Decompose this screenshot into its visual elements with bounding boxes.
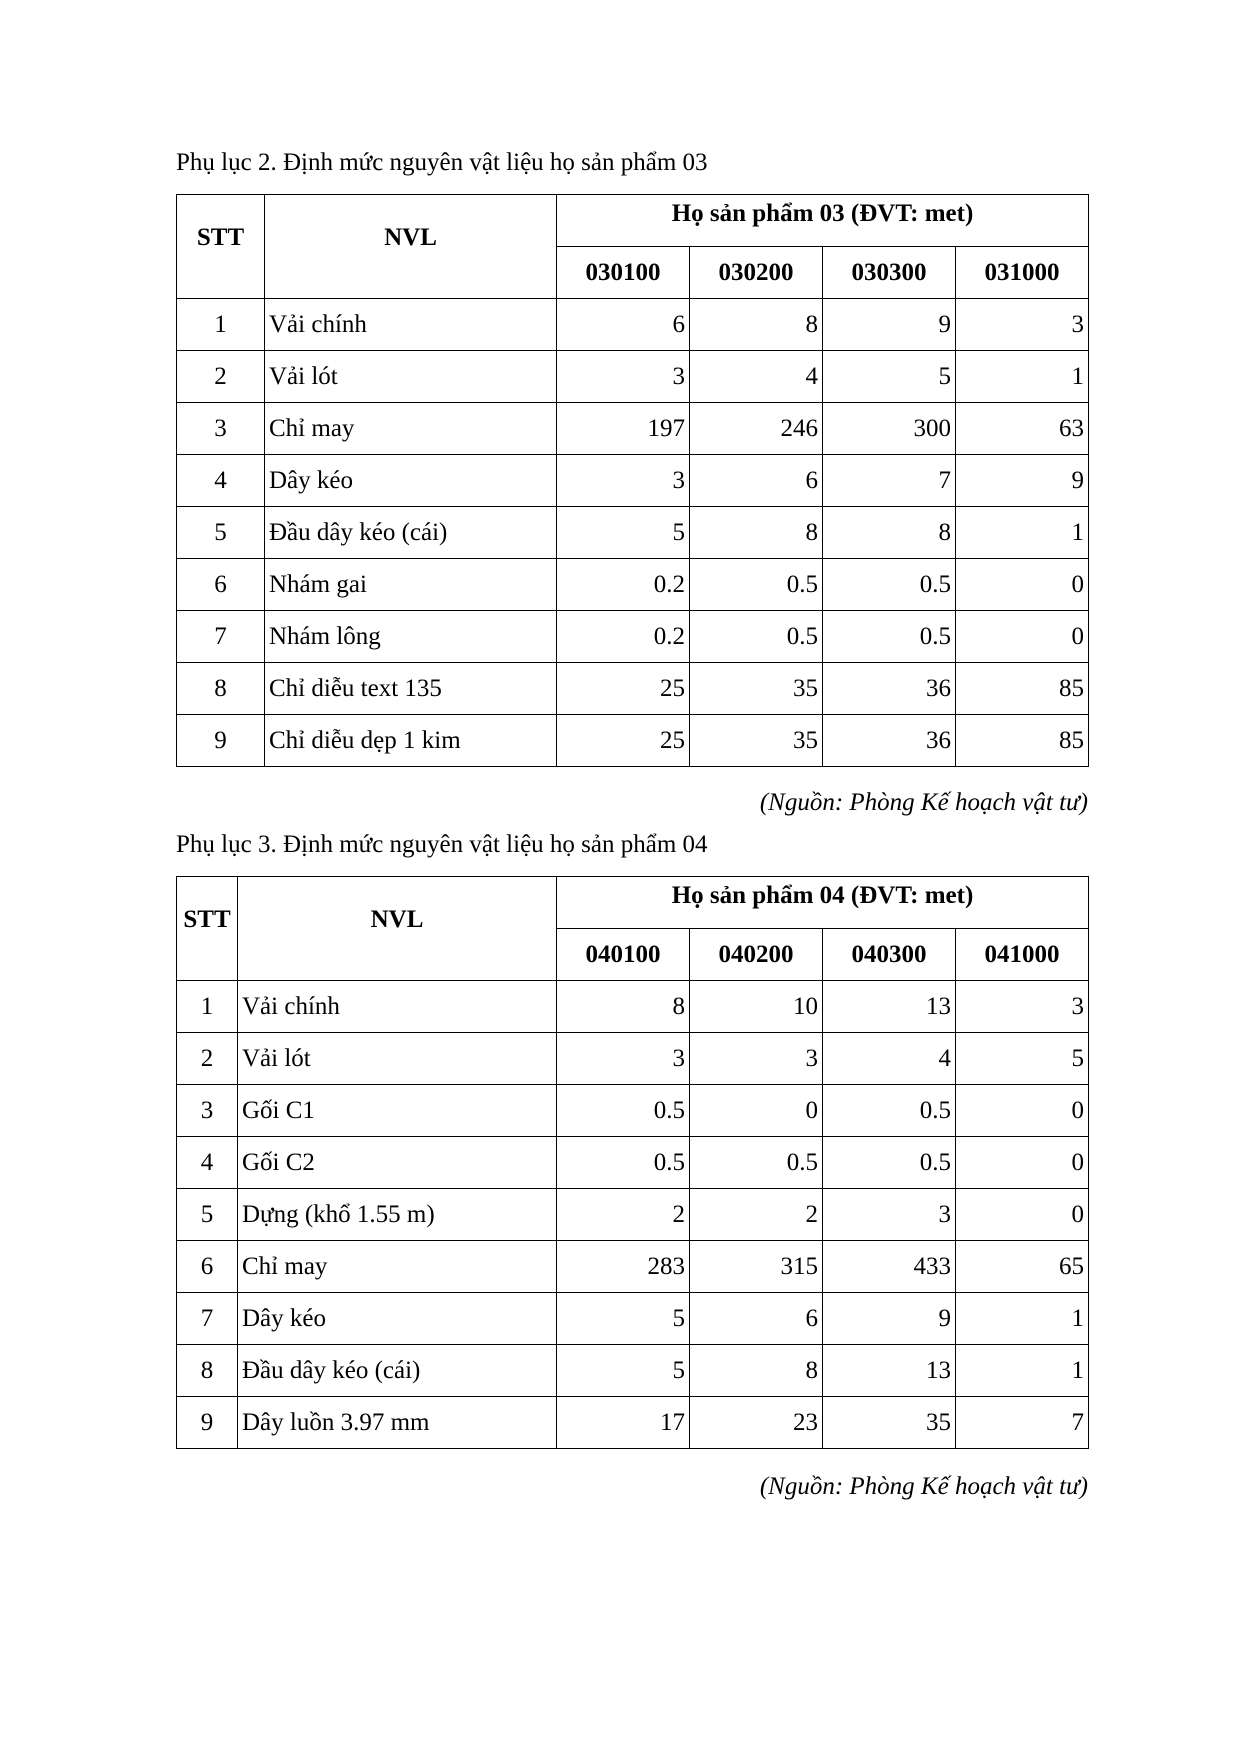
- table-row: [177, 299, 1089, 351]
- row-number-cell: 9: [177, 1397, 238, 1449]
- table-row: [177, 403, 1089, 455]
- quantity-cell: 0: [956, 559, 1089, 611]
- quantity-cell: 197: [557, 403, 690, 455]
- quantity-cell: 3: [557, 351, 690, 403]
- quantity-cell: 0.2: [557, 611, 690, 663]
- table-row: [177, 715, 1089, 767]
- product-code-header: 041000: [956, 929, 1089, 981]
- quantity-cell: 0.5: [823, 559, 956, 611]
- table-row: [177, 351, 1089, 403]
- quantity-cell: 0: [956, 611, 1089, 663]
- material-name-cell: Dây kéo: [265, 455, 557, 507]
- quantity-cell: 246: [690, 403, 823, 455]
- table-row: [177, 507, 1089, 559]
- table-row: [177, 1293, 1089, 1345]
- row-number-cell: 6: [177, 559, 265, 611]
- material-name-cell: Vải lót: [238, 1033, 557, 1085]
- quantity-cell: 0.5: [690, 559, 823, 611]
- quantity-cell: 3: [557, 1033, 690, 1085]
- quantity-cell: 1: [956, 507, 1089, 559]
- quantity-cell: 63: [956, 403, 1089, 455]
- row-number-cell: 5: [177, 1189, 238, 1241]
- quantity-cell: 5: [956, 1033, 1089, 1085]
- product-code-header: 040200: [690, 929, 823, 981]
- quantity-cell: 6: [690, 1293, 823, 1345]
- quantity-cell: 3: [690, 1033, 823, 1085]
- quantity-cell: 35: [690, 663, 823, 715]
- stt-header: STT: [177, 877, 238, 981]
- quantity-cell: 315: [690, 1241, 823, 1293]
- quantity-cell: 8: [690, 1345, 823, 1397]
- quantity-cell: 0: [956, 1137, 1089, 1189]
- quantity-cell: 7: [823, 455, 956, 507]
- product-code-header: 040300: [823, 929, 956, 981]
- quantity-cell: 17: [557, 1397, 690, 1449]
- material-name-cell: Vải chính: [238, 981, 557, 1033]
- quantity-cell: 2: [557, 1189, 690, 1241]
- product-group-header: Họ sản phẩm 03 (ĐVT: met): [557, 195, 1089, 247]
- quantity-cell: 0.5: [823, 611, 956, 663]
- product-code-header: 030200: [690, 247, 823, 299]
- quantity-cell: 0.5: [823, 1137, 956, 1189]
- material-name-cell: Vải lót: [265, 351, 557, 403]
- row-number-cell: 2: [177, 351, 265, 403]
- quantity-cell: 36: [823, 715, 956, 767]
- quantity-cell: 7: [956, 1397, 1089, 1449]
- row-number-cell: 3: [177, 403, 265, 455]
- quantity-cell: 0.5: [823, 1085, 956, 1137]
- material-name-cell: Gối C2: [238, 1137, 557, 1189]
- quantity-cell: 0.5: [557, 1085, 690, 1137]
- quantity-cell: 5: [823, 351, 956, 403]
- table-body: [177, 299, 1089, 767]
- appendix-3-caption: Phụ lục 3. Định mức nguyên vật liệu họ sản phẩm 04: [176, 831, 708, 858]
- product-code-header: 030300: [823, 247, 956, 299]
- quantity-cell: 35: [690, 715, 823, 767]
- quantity-cell: 3: [956, 299, 1089, 351]
- quantity-cell: 0.2: [557, 559, 690, 611]
- quantity-cell: 4: [823, 1033, 956, 1085]
- quantity-cell: 0.5: [690, 1137, 823, 1189]
- quantity-cell: 85: [956, 715, 1089, 767]
- appendix-3-source: (Nguồn: Phòng Kế hoạch vật tư): [759, 1473, 1088, 1500]
- row-number-cell: 4: [177, 1137, 238, 1189]
- quantity-cell: 0.5: [690, 611, 823, 663]
- material-name-cell: Dựng (khổ 1.55 m): [238, 1189, 557, 1241]
- quantity-cell: 8: [690, 507, 823, 559]
- quantity-cell: 1: [956, 351, 1089, 403]
- table-row: [177, 1397, 1089, 1449]
- quantity-cell: 8: [823, 507, 956, 559]
- quantity-cell: 6: [690, 455, 823, 507]
- row-number-cell: 3: [177, 1085, 238, 1137]
- appendix-2-caption: Phụ lục 2. Định mức nguyên vật liệu họ sản phẩm 03: [176, 149, 708, 176]
- quantity-cell: 283: [557, 1241, 690, 1293]
- material-name-cell: Đầu dây kéo (cái): [265, 507, 557, 559]
- row-number-cell: 7: [177, 1293, 238, 1345]
- quantity-cell: 13: [823, 981, 956, 1033]
- table-row: [177, 1033, 1089, 1085]
- row-number-cell: 6: [177, 1241, 238, 1293]
- table-row: [177, 981, 1089, 1033]
- quantity-cell: 85: [956, 663, 1089, 715]
- material-name-cell: Vải chính: [265, 299, 557, 351]
- quantity-cell: 0: [690, 1085, 823, 1137]
- row-number-cell: 8: [177, 663, 265, 715]
- quantity-cell: 8: [557, 981, 690, 1033]
- table-row: [177, 1345, 1089, 1397]
- quantity-cell: 5: [557, 507, 690, 559]
- product-code-header: 031000: [956, 247, 1089, 299]
- table-row: [177, 1241, 1089, 1293]
- row-number-cell: 9: [177, 715, 265, 767]
- material-name-cell: Dây luồn 3.97 mm: [238, 1397, 557, 1449]
- row-number-cell: 5: [177, 507, 265, 559]
- table-row: [177, 559, 1089, 611]
- material-name-cell: Nhám gai: [265, 559, 557, 611]
- quantity-cell: 5: [557, 1345, 690, 1397]
- quantity-cell: 3: [956, 981, 1089, 1033]
- table-row: [177, 663, 1089, 715]
- material-name-cell: Chỉ may: [265, 403, 557, 455]
- row-number-cell: 1: [177, 981, 238, 1033]
- nvl-header: NVL: [265, 195, 557, 299]
- quantity-cell: 65: [956, 1241, 1089, 1293]
- table-row: [177, 1137, 1089, 1189]
- quantity-cell: 35: [823, 1397, 956, 1449]
- product-code-header: 040100: [557, 929, 690, 981]
- stt-header: STT: [177, 195, 265, 299]
- quantity-cell: 2: [690, 1189, 823, 1241]
- quantity-cell: 0: [956, 1085, 1089, 1137]
- material-name-cell: Nhám lông: [265, 611, 557, 663]
- material-name-cell: Chỉ diễu text 135: [265, 663, 557, 715]
- quantity-cell: 25: [557, 663, 690, 715]
- row-number-cell: 2: [177, 1033, 238, 1085]
- material-name-cell: Đầu dây kéo (cái): [238, 1345, 557, 1397]
- appendix-2-table: [176, 194, 1089, 767]
- material-name-cell: Chỉ diễu dẹp 1 kim: [265, 715, 557, 767]
- product-group-header: Họ sản phẩm 04 (ĐVT: met): [557, 877, 1089, 929]
- quantity-cell: 3: [823, 1189, 956, 1241]
- quantity-cell: 1: [956, 1293, 1089, 1345]
- quantity-cell: 0: [956, 1189, 1089, 1241]
- quantity-cell: 6: [557, 299, 690, 351]
- appendix-3-table: [176, 876, 1089, 1449]
- product-code-header: 030100: [557, 247, 690, 299]
- material-name-cell: Chỉ may: [238, 1241, 557, 1293]
- table-row: [177, 1085, 1089, 1137]
- table-row: [177, 1189, 1089, 1241]
- table-row: [177, 611, 1089, 663]
- quantity-cell: 8: [690, 299, 823, 351]
- material-name-cell: Dây kéo: [238, 1293, 557, 1345]
- row-number-cell: 7: [177, 611, 265, 663]
- appendix-2-source: (Nguồn: Phòng Kế hoạch vật tư): [759, 789, 1088, 816]
- quantity-cell: 0.5: [557, 1137, 690, 1189]
- quantity-cell: 36: [823, 663, 956, 715]
- quantity-cell: 433: [823, 1241, 956, 1293]
- row-number-cell: 4: [177, 455, 265, 507]
- row-number-cell: 1: [177, 299, 265, 351]
- quantity-cell: 23: [690, 1397, 823, 1449]
- quantity-cell: 9: [823, 1293, 956, 1345]
- quantity-cell: 5: [557, 1293, 690, 1345]
- table-row: [177, 455, 1089, 507]
- table-body: [177, 981, 1089, 1449]
- quantity-cell: 300: [823, 403, 956, 455]
- material-name-cell: Gối C1: [238, 1085, 557, 1137]
- quantity-cell: 13: [823, 1345, 956, 1397]
- quantity-cell: 3: [557, 455, 690, 507]
- quantity-cell: 10: [690, 981, 823, 1033]
- quantity-cell: 4: [690, 351, 823, 403]
- quantity-cell: 9: [823, 299, 956, 351]
- quantity-cell: 25: [557, 715, 690, 767]
- quantity-cell: 1: [956, 1345, 1089, 1397]
- quantity-cell: 9: [956, 455, 1089, 507]
- nvl-header: NVL: [238, 877, 557, 981]
- row-number-cell: 8: [177, 1345, 238, 1397]
